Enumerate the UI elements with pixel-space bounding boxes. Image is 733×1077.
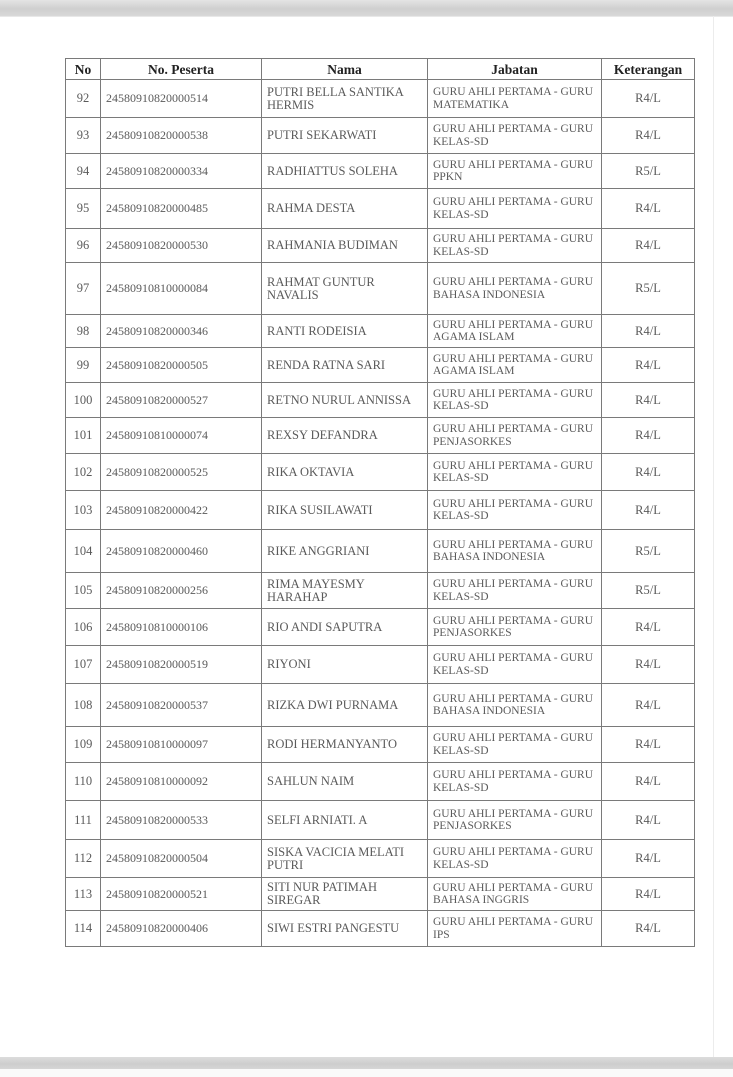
cell-keterangan: R4/L — [602, 684, 695, 727]
cell-no-peserta: 24580910820000422 — [101, 491, 262, 530]
cell-no: 110 — [66, 763, 101, 801]
cell-nama: RIMA MAYESMY HARAHAP — [262, 573, 428, 609]
cell-keterangan: R4/L — [602, 189, 695, 229]
table-row — [66, 727, 695, 763]
cell-keterangan: R4/L — [602, 878, 695, 911]
table-row — [66, 154, 695, 189]
cell-jabatan: GURU AHLI PERTAMA - GURU BAHASA INGGRIS — [428, 878, 602, 911]
cell-no-peserta: 24580910820000530 — [101, 229, 262, 263]
cell-nama: SIWI ESTRI PANGESTU — [262, 911, 428, 947]
table-row — [66, 491, 695, 530]
cell-no-peserta: 24580910820000514 — [101, 80, 262, 118]
cell-jabatan: GURU AHLI PERTAMA - GURU KELAS-SD — [428, 189, 602, 229]
cell-keterangan: R4/L — [602, 383, 695, 418]
cell-no-peserta: 24580910810000084 — [101, 263, 262, 315]
cell-no-peserta: 24580910820000519 — [101, 646, 262, 684]
cell-nama: SAHLUN NAIM — [262, 763, 428, 801]
cell-nama: RIKA SUSILAWATI — [262, 491, 428, 530]
cell-nama: RANTI RODEISIA — [262, 315, 428, 348]
cell-jabatan: GURU AHLI PERTAMA - GURU AGAMA ISLAM — [428, 315, 602, 348]
cell-keterangan: R5/L — [602, 530, 695, 573]
participants-table — [65, 58, 695, 947]
cell-no: 102 — [66, 454, 101, 491]
table-row — [66, 383, 695, 418]
cell-jabatan: GURU AHLI PERTAMA - GURU BAHASA INDONESIA — [428, 684, 602, 727]
table-row — [66, 118, 695, 154]
table-row — [66, 454, 695, 491]
cell-no: 95 — [66, 189, 101, 229]
cell-nama: RADHIATTUS SOLEHA — [262, 154, 428, 189]
table-body — [66, 80, 695, 947]
cell-keterangan: R4/L — [602, 418, 695, 454]
cell-nama: RIKE ANGGRIANI — [262, 530, 428, 573]
cell-nama: RIYONI — [262, 646, 428, 684]
cell-jabatan: GURU AHLI PERTAMA - GURU KELAS-SD — [428, 727, 602, 763]
table-row — [66, 801, 695, 840]
cell-no: 105 — [66, 573, 101, 609]
cell-jabatan: GURU AHLI PERTAMA - GURU KELAS-SD — [428, 383, 602, 418]
cell-keterangan: R4/L — [602, 609, 695, 646]
table-row — [66, 684, 695, 727]
table-row — [66, 911, 695, 947]
cell-jabatan: GURU AHLI PERTAMA - GURU AGAMA ISLAM — [428, 348, 602, 383]
cell-keterangan: R4/L — [602, 763, 695, 801]
cell-no-peserta: 24580910820000485 — [101, 189, 262, 229]
cell-nama: RENDA RATNA SARI — [262, 348, 428, 383]
cell-nama: RIKA OKTAVIA — [262, 454, 428, 491]
cell-jabatan: GURU AHLI PERTAMA - GURU KELAS-SD — [428, 840, 602, 878]
cell-nama: RAHMA DESTA — [262, 189, 428, 229]
cell-no: 109 — [66, 727, 101, 763]
cell-nama: PUTRI BELLA SANTIKA HERMIS — [262, 80, 428, 118]
cell-nama: REXSY DEFANDRA — [262, 418, 428, 454]
table-row — [66, 418, 695, 454]
cell-no: 103 — [66, 491, 101, 530]
cell-no-peserta: 24580910820000334 — [101, 154, 262, 189]
viewer-bottom-strip — [0, 1069, 733, 1077]
cell-nama: RIZKA DWI PURNAMA — [262, 684, 428, 727]
cell-no: 93 — [66, 118, 101, 154]
cell-no-peserta: 24580910820000538 — [101, 118, 262, 154]
cell-jabatan: GURU AHLI PERTAMA - GURU IPS — [428, 911, 602, 947]
cell-no-peserta: 24580910820000525 — [101, 454, 262, 491]
cell-no: 112 — [66, 840, 101, 878]
table-row — [66, 189, 695, 229]
cell-no: 97 — [66, 263, 101, 315]
cell-no-peserta: 24580910820000460 — [101, 530, 262, 573]
cell-jabatan: GURU AHLI PERTAMA - GURU BAHASA INDONESIA — [428, 263, 602, 315]
table-row — [66, 229, 695, 263]
cell-nama: SITI NUR PATIMAH SIREGAR — [262, 878, 428, 911]
cell-no: 94 — [66, 154, 101, 189]
cell-keterangan: R4/L — [602, 80, 695, 118]
cell-no: 98 — [66, 315, 101, 348]
cell-no: 114 — [66, 911, 101, 947]
cell-no: 113 — [66, 878, 101, 911]
table-row — [66, 80, 695, 118]
cell-jabatan: GURU AHLI PERTAMA - GURU MATEMATIKA — [428, 80, 602, 118]
cell-no-peserta: 24580910820000256 — [101, 573, 262, 609]
table-row — [66, 348, 695, 383]
cell-no-peserta: 24580910820000406 — [101, 911, 262, 947]
cell-keterangan: R4/L — [602, 118, 695, 154]
viewer-top-bar — [0, 0, 733, 17]
cell-nama: SISKA VACICIA MELATI PUTRI — [262, 840, 428, 878]
cell-keterangan: R4/L — [602, 348, 695, 383]
cell-jabatan: GURU AHLI PERTAMA - GURU KELAS-SD — [428, 646, 602, 684]
cell-jabatan: GURU AHLI PERTAMA - GURU KELAS-SD — [428, 229, 602, 263]
cell-keterangan: R4/L — [602, 646, 695, 684]
cell-no: 107 — [66, 646, 101, 684]
cell-no-peserta: 24580910820000527 — [101, 383, 262, 418]
table-row — [66, 530, 695, 573]
header-keterangan: Keterangan — [602, 59, 695, 80]
cell-no-peserta: 24580910820000505 — [101, 348, 262, 383]
cell-no: 101 — [66, 418, 101, 454]
cell-jabatan: GURU AHLI PERTAMA - GURU PENJASORKES — [428, 418, 602, 454]
cell-jabatan: GURU AHLI PERTAMA - GURU KELAS-SD — [428, 763, 602, 801]
cell-jabatan: GURU AHLI PERTAMA - GURU PENJASORKES — [428, 801, 602, 840]
header-no: No — [66, 59, 101, 80]
cell-keterangan: R4/L — [602, 727, 695, 763]
cell-no: 92 — [66, 80, 101, 118]
cell-no: 96 — [66, 229, 101, 263]
cell-jabatan: GURU AHLI PERTAMA - GURU PPKN — [428, 154, 602, 189]
cell-nama: RODI HERMANYANTO — [262, 727, 428, 763]
header-no-peserta: No. Peserta — [101, 59, 262, 80]
cell-nama: RAHMANIA BUDIMAN — [262, 229, 428, 263]
cell-keterangan: R4/L — [602, 840, 695, 878]
cell-nama: RIO ANDI SAPUTRA — [262, 609, 428, 646]
cell-nama: PUTRI SEKARWATI — [262, 118, 428, 154]
cell-no-peserta: 24580910820000537 — [101, 684, 262, 727]
header-jabatan: Jabatan — [428, 59, 602, 80]
cell-keterangan: R4/L — [602, 801, 695, 840]
cell-jabatan: GURU AHLI PERTAMA - GURU PENJASORKES — [428, 609, 602, 646]
cell-jabatan: GURU AHLI PERTAMA - GURU KELAS-SD — [428, 573, 602, 609]
cell-nama: RAHMAT GUNTUR NAVALIS — [262, 263, 428, 315]
cell-keterangan: R4/L — [602, 315, 695, 348]
cell-keterangan: R5/L — [602, 573, 695, 609]
cell-nama: SELFI ARNIATI. A — [262, 801, 428, 840]
cell-jabatan: GURU AHLI PERTAMA - GURU BAHASA INDONESIA — [428, 530, 602, 573]
cell-jabatan: GURU AHLI PERTAMA - GURU KELAS-SD — [428, 491, 602, 530]
cell-no: 111 — [66, 801, 101, 840]
table-row — [66, 878, 695, 911]
cell-no-peserta: 24580910820000346 — [101, 315, 262, 348]
cell-keterangan: R4/L — [602, 491, 695, 530]
viewer-bottom-bar — [0, 1057, 733, 1069]
table-row — [66, 315, 695, 348]
cell-keterangan: R4/L — [602, 229, 695, 263]
cell-no: 106 — [66, 609, 101, 646]
cell-no: 99 — [66, 348, 101, 383]
cell-no: 104 — [66, 530, 101, 573]
table-row — [66, 763, 695, 801]
cell-keterangan: R5/L — [602, 154, 695, 189]
page-edge — [713, 16, 714, 1057]
cell-no: 100 — [66, 383, 101, 418]
table-row — [66, 840, 695, 878]
cell-no-peserta: 24580910820000521 — [101, 878, 262, 911]
table-row — [66, 573, 695, 609]
cell-no-peserta: 24580910810000097 — [101, 727, 262, 763]
cell-no: 108 — [66, 684, 101, 727]
table-header-row — [66, 59, 695, 80]
cell-nama: RETNO NURUL ANNISSA — [262, 383, 428, 418]
header-nama: Nama — [262, 59, 428, 80]
cell-keterangan: R4/L — [602, 454, 695, 491]
cell-jabatan: GURU AHLI PERTAMA - GURU KELAS-SD — [428, 454, 602, 491]
cell-keterangan: R5/L — [602, 263, 695, 315]
table-row — [66, 263, 695, 315]
cell-no-peserta: 24580910810000074 — [101, 418, 262, 454]
cell-no-peserta: 24580910820000504 — [101, 840, 262, 878]
cell-no-peserta: 24580910810000106 — [101, 609, 262, 646]
cell-no-peserta: 24580910810000092 — [101, 763, 262, 801]
cell-jabatan: GURU AHLI PERTAMA - GURU KELAS-SD — [428, 118, 602, 154]
table-row — [66, 609, 695, 646]
cell-no-peserta: 24580910820000533 — [101, 801, 262, 840]
table-row — [66, 646, 695, 684]
cell-keterangan: R4/L — [602, 911, 695, 947]
